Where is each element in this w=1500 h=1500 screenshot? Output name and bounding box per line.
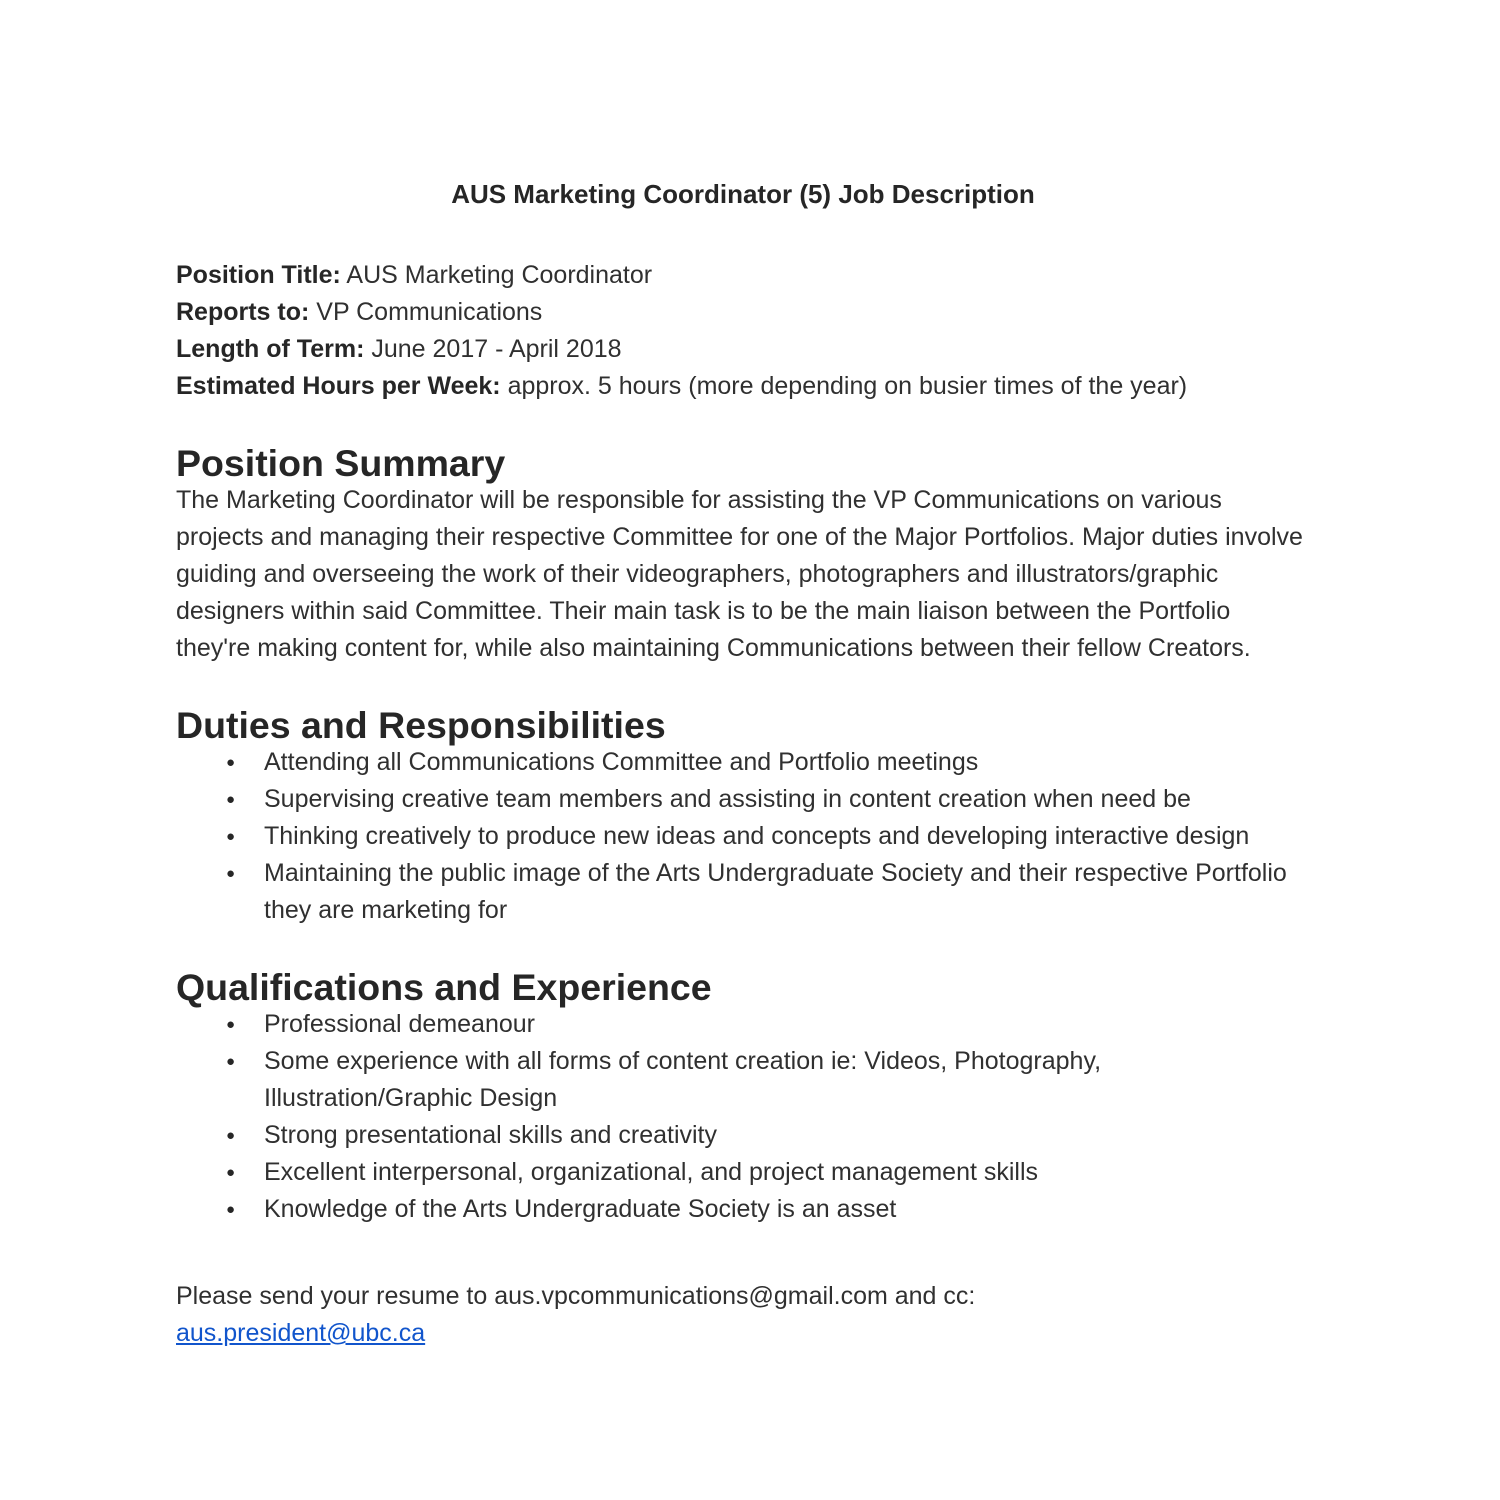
- section-heading-position-summary: Position Summary: [176, 442, 506, 484]
- meta-value: June 2017 - April 2018: [371, 335, 622, 363]
- bullet-icon: ●: [226, 1127, 236, 1144]
- duties-list: [176, 744, 1310, 929]
- meta-line-position-title: [176, 257, 1310, 294]
- meta-label: Position Title:: [176, 261, 341, 289]
- list-item: [176, 1043, 1310, 1117]
- meta-label: Reports to:: [176, 298, 310, 326]
- president-email-link[interactable]: aus.president@ubc.ca: [176, 1319, 426, 1347]
- section-heading-qualifications: Qualifications and Experience: [176, 966, 712, 1008]
- resume-instruction-text: Please send your resume to aus.vpcommunications@gmail.com and cc:: [176, 1282, 976, 1310]
- bullet-icon: ●: [226, 754, 236, 771]
- section-position-summary: [176, 442, 1310, 667]
- list-item-text: Knowledge of the Arts Undergraduate Society is an asset: [264, 1195, 897, 1223]
- list-item-text: Thinking creatively to produce new ideas and concepts and developing interactive design: [264, 822, 1250, 850]
- bullet-icon: ●: [226, 865, 236, 882]
- list-item: [176, 1006, 1310, 1043]
- section-qualifications: [176, 966, 1310, 1228]
- document-title: AUS Marketing Coordinator (5) Job Description: [451, 179, 1035, 209]
- meta-block: [176, 257, 1310, 405]
- meta-line-reports-to: [176, 294, 1310, 331]
- list-item-text: Attending all Communications Committee and Portfolio meetings: [264, 748, 979, 776]
- list-item-text: Supervising creative team members and assisting in content creation when need be: [264, 785, 1191, 813]
- list-item-text: Some experience with all forms of content creation ie: Videos, Photography, Illustration/Graphic Design: [264, 1047, 1102, 1112]
- list-item: [176, 1154, 1310, 1191]
- meta-line-length-of-term: [176, 331, 1310, 368]
- bullet-icon: ●: [226, 828, 236, 845]
- list-item-text: Strong presentational skills and creativity: [264, 1121, 718, 1149]
- meta-value: AUS Marketing Coordinator: [346, 261, 653, 289]
- section-heading-duties: Duties and Responsibilities: [176, 704, 666, 746]
- qualifications-list: [176, 1006, 1310, 1228]
- meta-value: approx. 5 hours (more depending on busier times of the year): [507, 372, 1188, 400]
- footer-block: [176, 1278, 1310, 1352]
- meta-label: Length of Term:: [176, 335, 365, 363]
- section-duties: [176, 704, 1310, 929]
- bullet-icon: ●: [226, 1016, 236, 1033]
- list-item-text: Maintaining the public image of the Arts Undergraduate Society and their respective Portfolio they are marketing for: [264, 859, 1287, 924]
- position-summary-paragraph: The Marketing Coordinator will be responsible for assisting the VP Communications on various projects and managing their respective Committee for one of the Major Portfolios. Major duties involve guiding and overseeing the work of their videographers, photographers and illustrators/graphic designers within said Committee. Their main task is to be the main liaison between the Portfolio they're making content for, while also maintaining Communications between their fellow Creators.: [176, 486, 1303, 662]
- list-item: [176, 855, 1310, 929]
- list-item: [176, 818, 1310, 855]
- list-item-text: Professional demeanour: [264, 1010, 535, 1038]
- bullet-icon: ●: [226, 791, 236, 808]
- meta-label: Estimated Hours per Week:: [176, 372, 501, 400]
- meta-line-estimated-hours: [176, 368, 1310, 405]
- list-item: [176, 1117, 1310, 1154]
- list-item: [176, 781, 1310, 818]
- list-item-text: Excellent interpersonal, organizational, and project management skills: [264, 1158, 1039, 1186]
- bullet-icon: ●: [226, 1201, 236, 1218]
- bullet-icon: ●: [226, 1053, 236, 1070]
- list-item: [176, 1191, 1310, 1228]
- meta-value: VP Communications: [316, 298, 543, 326]
- list-item: [176, 744, 1310, 781]
- bullet-icon: ●: [226, 1164, 236, 1181]
